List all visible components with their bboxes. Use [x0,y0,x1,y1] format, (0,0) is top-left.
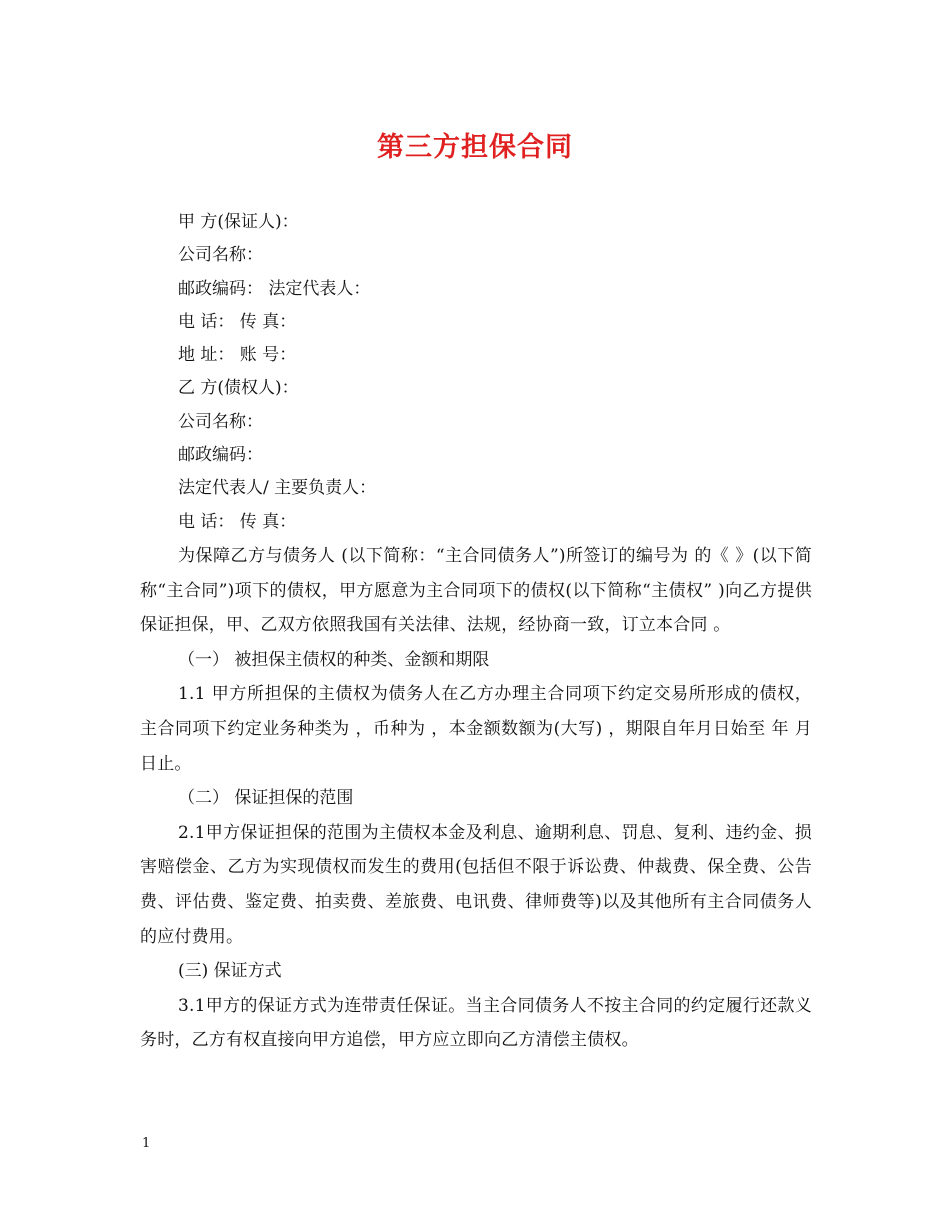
document-title: 第三方担保合同 [377,132,573,163]
party-a-label: 甲 方(保证人)： [178,212,299,232]
party-a-phone-fax: 电 话： 传 真： [178,311,297,332]
party-b-label: 乙 方(债权人)： [178,378,299,399]
section-2-paragraph: 2.1甲方保证担保的范围为主债权本金及利息、逾期利息、罚息、复利、违约金、损害赔偿金、乙方为实现债权而发生的费用(包括但不限于诉讼费、仲裁费、保全费、公告费、评估费、鉴定费、拍卖费、差旅费、电讯费、律师费等)以及其他所有主合同债务人的应付费用。 [140,822,812,947]
section-3-heading: (三) 保证方式 [178,961,282,982]
party-info-block [178,206,818,539]
party-b-company-name: 公司名称： [178,411,263,432]
page-number: 1 [142,1136,151,1151]
party-a-address-account: 地 址： 账 号： [178,345,297,366]
intro-paragraph: 为保障乙方与债务人 (以下简称：“主合同债务人”)所签订的编号为 的《 》(以下简称“主合同”)项下的债权，甲方愿意为主合同项下的债权(以下简称“主债权” )向乙方提供保证担保，甲、乙双方依照我国有关法律、法规，经协商一致，订立本合同 。 [140,546,812,636]
section-1-heading: （一） 被担保主债权的种类、金额和期限 [178,649,490,670]
section-2-heading: （二） 保证担保的范围 [178,788,354,809]
party-b-phone-fax: 电 话： 传 真： [178,511,297,532]
party-a-postcode-representative: 邮政编码： 法定代表人： [178,278,371,299]
section-3-paragraph: 3.1甲方的保证方式为连带责任保证。当主合同债务人不按主合同的约定履行还款义务时，乙方有权直接向甲方追偿，甲方应立即向乙方清偿主债权。 [140,995,812,1051]
party-a-company-name: 公司名称： [178,245,263,266]
contract-body [140,539,812,1058]
party-b-representative: 法定代表人/ 主要负责人： [178,478,377,499]
section-1-paragraph: 1.1 甲方所担保的主债权为债务人在乙方办理主合同项下约定交易所形成的债权，主合同项下约定业务种类为 ，币种为 ，本金额数额为(大写) ，期限自年月日始至 年 月 日止。 [140,684,812,774]
party-b-postcode: 邮政编码： [178,445,263,466]
